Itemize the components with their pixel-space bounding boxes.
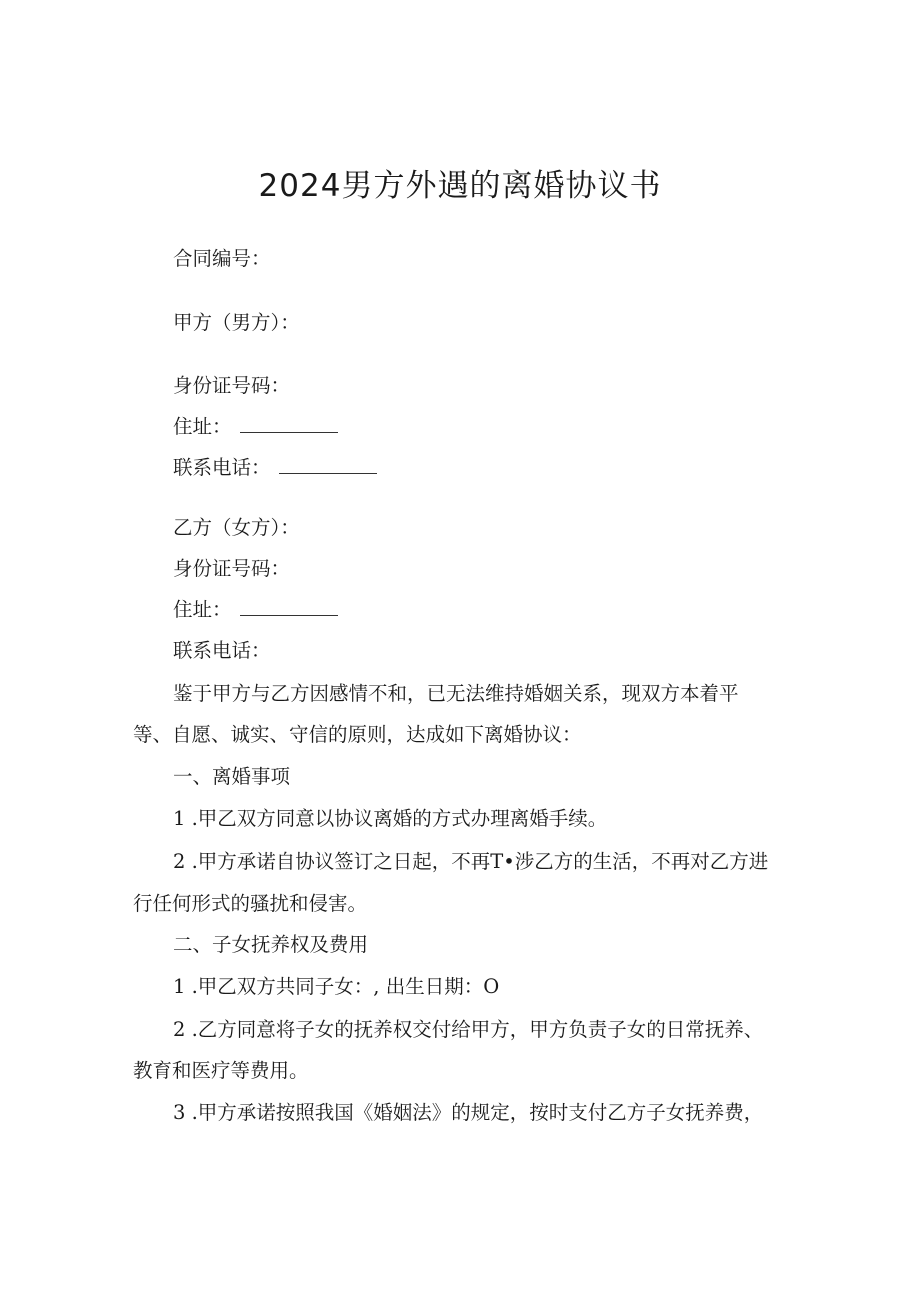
party-a-address-blank [240,414,338,433]
party-b-id-label: 身份证号码： [173,557,291,580]
section-2-heading: 二、子女抚养权及费用 [173,933,369,956]
section-1-item-1: 1 .甲乙双方同意以协议离婚的方式办理离婚手续。 [173,807,608,830]
preamble-line-2: 等、自愿、诚实、守信的原则，达成如下离婚协议： [133,723,582,746]
party-b-phone-label: 联系电话： [173,639,271,662]
section-2-item-2-line-1: 2 .乙方同意将子女的抚养权交付给甲方，甲方负责子女的日常抚养、 [173,1018,764,1041]
section-1-item-2-line-1: 2 .甲方承诺自协议签订之日起，不再T•涉乙方的生活，不再对乙方进 [173,850,769,873]
party-a-address-row [173,414,338,440]
party-a-phone-row [173,455,377,481]
party-a-id-label: 身份证号码： [173,374,291,397]
document-title: 2024男方外遇的离婚协议书 [258,168,662,204]
party-a-phone-label: 联系电话： [173,456,271,479]
section-1-item-2-line-2: 行任何形式的骚扰和侵害。 [133,892,368,915]
party-a-phone-blank [279,455,377,474]
section-2-item-3: 3 .甲方承诺按照我国《婚姻法》的规定，按时支付乙方子女抚养费， [173,1101,764,1124]
preamble-line-1: 鉴于甲方与乙方因感情不和，已无法维持婚姻关系，现双方本着平 [173,682,739,705]
party-a-address-label: 住址： [173,415,232,438]
section-1-heading: 一、离婚事项 [173,765,291,788]
section-2-item-1: 1 .甲乙双方共同子女：, 出生日期：O [173,975,500,998]
party-b-label: 乙方（女方）： [173,516,300,539]
party-b-address-label: 住址： [173,598,232,621]
contract-number-label: 合同编号： [173,247,271,270]
party-b-address-blank [240,597,338,616]
party-a-label: 甲方（男方）： [173,311,300,334]
section-2-item-2-line-2: 教育和医疗等费用。 [133,1059,309,1082]
party-b-address-row [173,597,338,623]
